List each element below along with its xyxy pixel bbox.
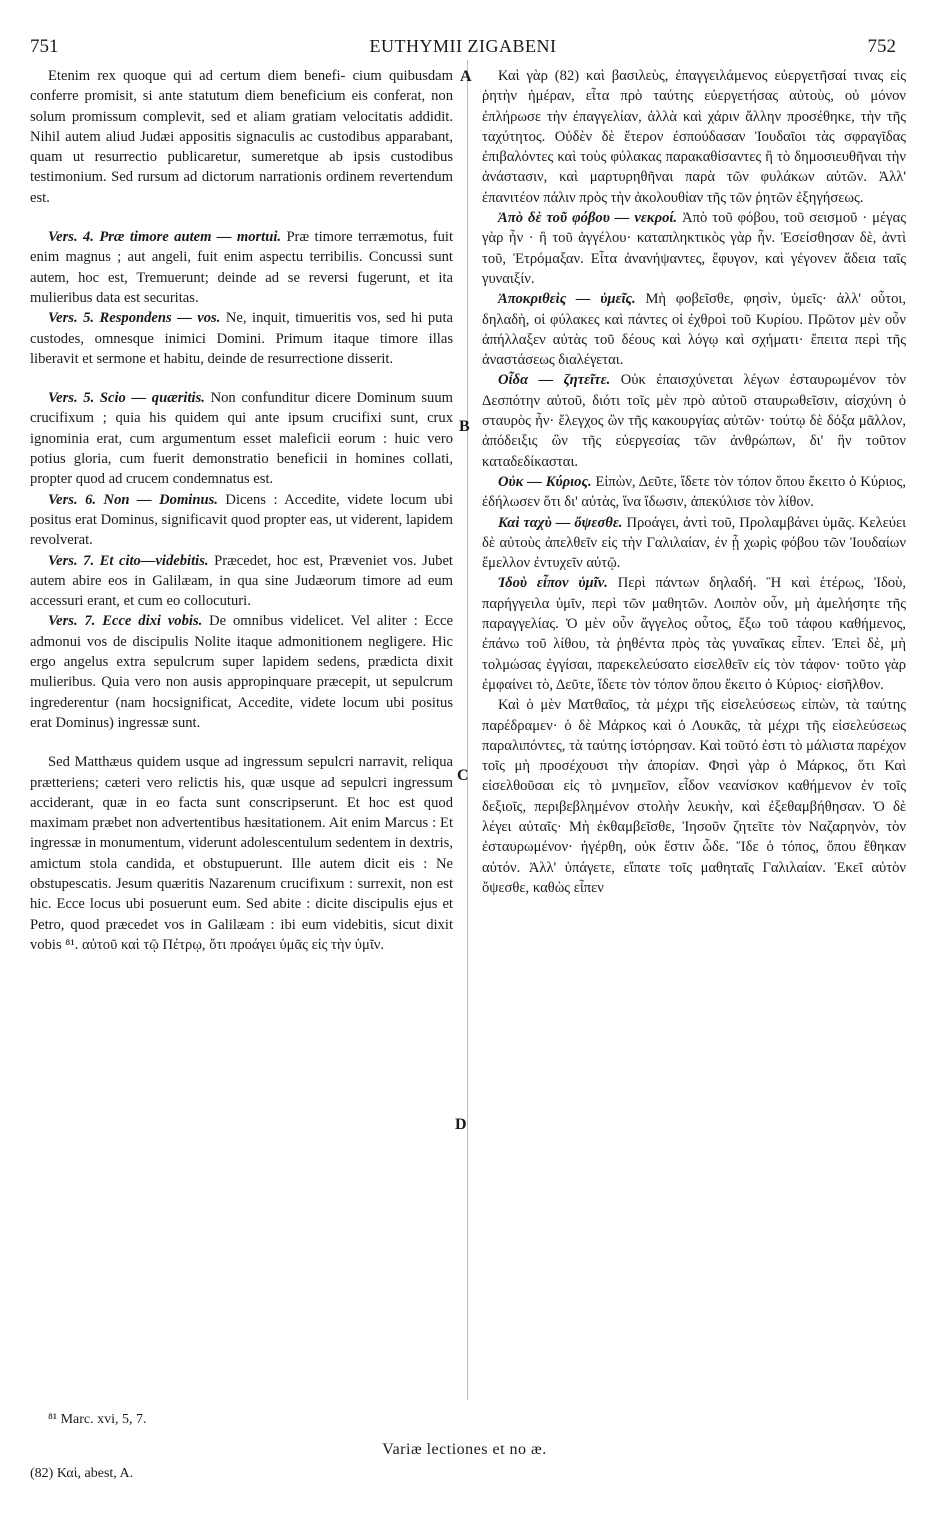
verse-lemma: Vers. 4. Præ timore autem — mortui. bbox=[48, 229, 282, 246]
greek-paragraph: Ἰδοὺ εἶπον ὑμῖν. Περὶ πάντων δηλαδή. Ἢ καὶ ἑτέρως, Ἰδοὺ, παρήγγειλα ὑμῖν, περὶ τῶν μαθητῶν. Λοιπὸν οὖν, μὴ ἀμελήσητε τῆς παραγγελίας. Ὁ μὲν οὖν ἄγγελος οὗτος, ἔξω τοῦ τάφου καθήμενος, ἐπάνω τοῦ λίθου, τὰ ῥηθέντα πρὸς τὰς γυναῖκας εἶπεν. Ἐπεὶ δὲ, μὴ τολμώσας ἐγγίσαι, παρεκελεύσατο εἰσελθεῖν εἰς τὸν τάφον· τοῦτο γὰρ ἐμφαίνει τὸ, Δεῦτε, ἴδετε τὸν τόπον ὅπου ἔκειτο ὁ Κύριος· εἰσῆλθον. bbox=[482, 575, 907, 693]
page-number-left: 751 bbox=[30, 36, 59, 57]
running-title: EUTHYMII ZIGABENI bbox=[369, 36, 557, 56]
variae-lectiones-heading: Variæ lectiones et no æ. bbox=[382, 1441, 547, 1458]
greek-paragraph: Οἶδα — ζητεῖτε. Οὐκ ἐπαισχύνεται λέγων ἐσταυρωμένον τὸν Δεσπότην αὐτοῦ, διότι τοῖς μὲν πρὸ αὐτοῦ σταυρωθεῖσιν, αἰσχύνη ὁ σταυρὸς ἦν· ἔλεγχος ὢν τῆς κακουργίας αὐτῶν· τούτῳ δὲ δόξα μᾶλλον, ἀπόδειξις ὢν τῆς εὐεργεσίας τῶν ἀνθρώπων, δι' ἣν τοῦτον καταδεδίκασται. bbox=[482, 372, 906, 470]
margin-letter-b: B bbox=[459, 418, 470, 435]
latin-paragraph: Vers. 7. Et cito—videbitis. Præcedet, hoc est, Præveniet vos. Jubet autem abire eos in Galilæam, in qua sine Judæorum timore ad eum accessuri erant, et cum eo collocuturi. bbox=[30, 552, 453, 610]
greek-paragraph: Καὶ ὁ μὲν Ματθαῖος, τὰ μέχρι τῆς εἰσελεύσεως εἰπὼν, τὰ ταύτης παρέδραμεν· ὁ δὲ Μάρκος καὶ ὁ Λουκᾶς, τὰ μέχρι τῆς εἰσελεύσεως παραλιπόντες, τὰ ταύτης ἱστόρησαν. Καὶ τοῦτό ἐστι τὸ μάλιστα παρέχον τοῖς μὴ προσέχουσι τὴν ἀπορίαν. Φησὶ γὰρ ὁ Μάρκος, ὅτι Καὶ εἰσελθοῦσαι εἰς τὸ μνημεῖον, εἶδον νεανίσκον καθήμενον ἐν τοῖς δεξιοῖς, περιβεβλημένον στολὴν λευκὴν, καὶ ἐξεθαμβήθησαν. Ὁ δὲ λέγει αὐταῖς· Μὴ ἐκθαμβεῖσθε, Ἰησοῦν ζητεῖτε τὸν Ναζαρηνὸν, τὸν ἐσταυρωμένον· ἠγέρθη, οὐκ ἔστιν ὧδε. Ἴδε ὁ τόπος, ὅπου ἔθηκαν αὐτόν. Ἀλλ' ὑπάγετε, εἴπατε τοῖς μαθηταῖς Γαλιλαίαν. Ἐκεῖ αὐτὸν ὄψεσθε, καθὼς εἶπεν bbox=[482, 697, 906, 896]
greek-column bbox=[482, 66, 906, 898]
page-header bbox=[30, 36, 896, 58]
footnote: ⁸¹ Marc. xvi, 5, 7. bbox=[48, 1412, 147, 1427]
latin-paragraph: Vers. 6. Non — Dominus. Dicens : Accedite, videte locum ubi positus erat Dominus, significavit quod propter eas, ut viderent, lapidem revolverat. bbox=[30, 491, 454, 549]
verse-lemma: Vers. 5. Respondens — vos. bbox=[48, 310, 221, 327]
greek-paragraph: Ἀπὸ δὲ τοῦ φόβου — νεκροί. Ἀπὸ τοῦ φόβου, τοῦ σεισμοῦ · μέγας γὰρ ἦν · ἢ τοῦ ἀγγέλου· καταπληκτικὸς γὰρ ἦν. Ἐσείσθησαν δὲ, ἀντὶ τοῦ, Ἐτρόμαξαν. Εἶτα ἀνανήψαντες, ἔφυγον, καὶ γέγονεν ἄδεια ταῖς γυναιξίν. bbox=[482, 210, 906, 287]
latin-paragraph: Vers. 5. Scio — quæritis. Non confunditur dicere Dominum suum crucifixum ; quia his quidem qui ante ipsum crucifixi sunt, crux ignominia erat, cum argumentum esset maleficii eorum : huic vero potius gloria, cum fuerit demonstratio beneficii in homines collati, propter quod ad crucem condemnatus est. bbox=[30, 390, 453, 488]
verse-lemma: Οἶδα — ζητεῖτε. bbox=[498, 372, 611, 389]
verse-lemma: Καὶ ταχὺ — ὄψεσθε. bbox=[498, 514, 623, 531]
verse-lemma: Ἰδοὺ εἶπον ὑμῖν. bbox=[498, 575, 608, 592]
latin-paragraph: Vers. 4. Præ timore autem — mortui. Præ timore terræmotus, fuit enim magnus ; aut angeli, fuit enim aspectu terribilis. Concussi sunt autem, hoc est, Tremuerunt; deinde ad se reversi fugerunt, et ita mulieribus data est securitas. bbox=[30, 229, 453, 306]
greek-paragraph: Καὶ ταχὺ — ὄψεσθε. Προάγει, ἀντὶ τοῦ, Προλαμβάνει ὑμᾶς. Κελεύει δὲ αὐτοὺς ἀπελθεῖν εἰς τὴν Γαλιλαίαν, ἐν ᾗ χωρὶς φόβου τῶν Ἰουδαίων ἔμελλον ἐντυχεῖν αὐτῷ. bbox=[482, 514, 907, 572]
latin-paragraph: Etenim rex quoque qui ad certum diem benefi- cium quibusdam conferre promisit, si ante statutum diem beneficium eis conferat, non solum promissum complevit, sed et aliam gratiam velocitatis addidit. Nihil autem aliud Judæi appositis signaculis ac custodibus apparabant, quam ut resurrectio publicaretur, sumeretque ab ipsis custodibus testimonium. Sed rursum ad dictorum narrationis ordinem revertendum est. bbox=[30, 68, 453, 206]
verse-lemma: Vers. 7. Ecce dixi vobis. bbox=[48, 613, 203, 630]
margin-letter-a: A bbox=[460, 68, 472, 85]
verse-lemma: Vers. 5. Scio — quæritis. bbox=[48, 390, 205, 407]
verse-lemma: Οὐκ — Κύριος. bbox=[498, 473, 592, 490]
page-number-right: 752 bbox=[867, 36, 896, 57]
variant-reading: (82) Καὶ, abest, A. bbox=[30, 1466, 134, 1481]
latin-column bbox=[30, 66, 453, 955]
verse-lemma: Vers. 7. Et cito—videbitis. bbox=[48, 552, 209, 569]
latin-paragraph: Vers. 5. Respondens — vos. Ne, inquit, timueritis vos, sed hi puta custodes, omnesque inimici Domini. Primum itaque timore illas liberavit et sermone et habitu, deinde de resurrectione disserit. bbox=[30, 310, 453, 367]
column-divider bbox=[467, 60, 468, 1400]
verse-lemma: Vers. 6. Non — Dominus. bbox=[48, 491, 218, 508]
latin-paragraph: Vers. 7. Ecce dixi vobis. De omnibus videlicet. Vel aliter : Ecce admonui vos de discipulis Nolite itaque admonitionem negligere. Hic ergo angelus extra sepulcrum super lapidem sedens, prædicta dixit mulieribus. Quia vero non ausis appropinquare præcepit, ut sepulcrum ingrederentur (nam hocsignificat, Accedite, videte locum ubi positus erat Dominus) ingressæ sunt. bbox=[30, 613, 453, 731]
greek-paragraph: Οὐκ — Κύριος. Εἰπὼν, Δεῦτε, ἴδετε τὸν τόπον ὅπου ἔκειτο ὁ Κύριος, ἐδήλωσεν ὅτι δι' αὐτὰς, ἵνα ἴδωσιν, ἀπεκύλισε τὸν λίθον. bbox=[482, 473, 906, 511]
latin-paragraph: Sed Matthæus quidem usque ad ingressum sepulcri narravit, reliqua prætteriens; cæteri vero relictis his, quæ usque ad sepulcri ingressum acciderant, quæ in eo facta sunt conscripserunt. Et hoc est quod maximam præbet non advertentibus hæsitationem. Ait enim Marcus : Et ingressæ in monumentum, viderunt adolescentulum sedentem in dextris, amictum stola candida, et obstupuerunt. Ille autem dicit eis : Ne obstupescatis. Jesum quæritis Nazarenum crucifixum : surrexit, non est hic. Ecce locus ubi posuerunt eum. Sed abite : dicite discipulis ejus et Petro, quod præcedet vos in Galilæam : ibi eum videbitis, sicut dixit vobis ⁸¹. αὐτοῦ καὶ τῷ Πέτρῳ, ὅτι προάγει ὑμᾶς εἰς τὴν ὑμῖν. bbox=[30, 754, 453, 953]
margin-letter-d: D bbox=[455, 1116, 467, 1133]
margin-letter-c: C bbox=[457, 767, 469, 784]
greek-paragraph: Καὶ γὰρ (82) καὶ βασιλεὺς, ἐπαγγειλάμενος εὐεργετῆσαί τινας εἰς ῥητὴν ἡμέραν, εἶτα πρὸ ταύτης εὐεργετήσας αὐτοὺς, οὐ μόνον ἐπλήρωσε τὴν ἐπαγγελίαν, ἀλλὰ καὶ χάριν ἄλλην προσέθηκε, τὴν τῆς ταχύτητος. Οὐδὲν δὲ ἕτερον ἐσπούδασαν Ἰουδαῖοι τὰς σφραγῖδας ἐπιβαλόντες καὶ τοὺς φύλακας παρακαθίσαντες ἢ τὸ δημοσιευθῆναι τὴν ἀνάστασιν, καὶ μαρτυρηθῆναι παρὰ τῶν φυλάκων αὐτῶν. Ἀλλ' ἐπανιτέον πάλιν πρὸς τὴν ἀκολουθίαν τῆς τῶν ῥητῶν ἐξηγήσεως. bbox=[482, 68, 906, 206]
greek-paragraph: Ἀποκριθεὶς — ὑμεῖς. Μὴ φοβεῖσθε, φησὶν, ὑμεῖς· ἀλλ' οὗτοι, δηλαδὴ, οἱ φύλακες καὶ πάντες οἱ ἐχθροὶ τοῦ Κυρίου. Πρῶτον μὲν οὖν ἀπήλλαξεν αὐτὰς τοῦ δέους καὶ λόγῳ καὶ σχήματι· ἔπειτα περὶ τῆς ἀναστάσεως διαλέγεται. bbox=[482, 291, 906, 369]
verse-lemma: Ἀποκριθεὶς — ὑμεῖς. bbox=[498, 291, 636, 308]
verse-lemma: Ἀπὸ δὲ τοῦ φόβου — νεκροί. bbox=[498, 210, 678, 227]
